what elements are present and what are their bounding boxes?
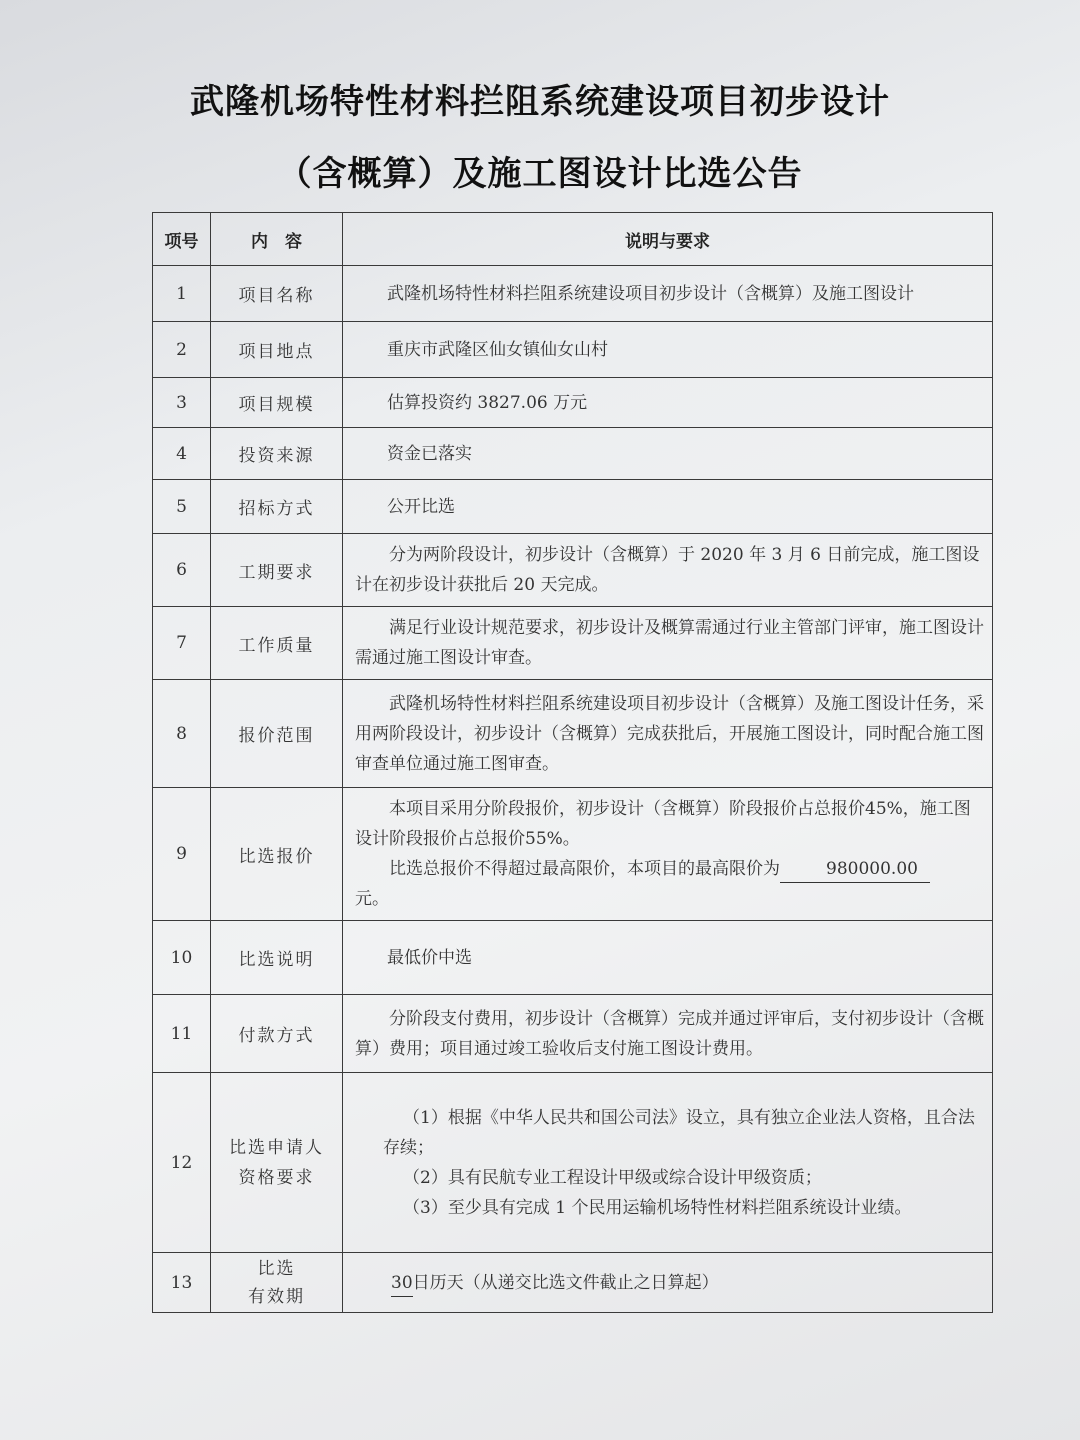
row-item: 工作质量 [211,607,343,680]
row-item: 投资来源 [211,428,343,480]
qualification-2: （2）具有民航专业工程设计甲级或综合设计甲级资质； [403,1167,822,1188]
row-no: 5 [153,480,211,534]
price-split-text: 本项目采用分阶段报价，初步设计（含概算）阶段报价占总报价45%，施工图设计阶段报价占总报价55%。 [355,799,971,849]
title-line-2: （含概算）及施工图设计比选公告 [277,154,803,194]
row-item: 项目名称 [211,266,343,322]
title-line-1: 武隆机场特性材料拦阻系统建设项目初步设计 [190,82,890,122]
table-row [153,480,993,534]
item-line-1: 比选 [257,1258,296,1279]
row-desc [343,1253,993,1313]
table-row [153,428,993,480]
row-no: 7 [153,607,211,680]
row-desc: 武隆机场特性材料拦阻系统建设项目初步设计（含概算）及施工图设计 [343,266,993,322]
table-row [153,1253,993,1313]
notice-table [152,212,993,1313]
row-no: 3 [153,378,211,428]
item-line-2: 资格要求 [238,1167,315,1188]
validity-days: 30 [391,1270,413,1297]
table-row [153,266,993,322]
row-desc: 资金已落实 [343,428,993,480]
table-row [153,921,993,995]
row-no: 11 [153,995,211,1073]
row-no: 9 [153,788,211,921]
qualification-1: （1）根据《中华人民共和国公司法》设立，具有独立企业法人资格，且合法存续； [383,1107,975,1158]
row-no: 1 [153,266,211,322]
row-desc: 公开比选 [343,480,993,534]
row-item: 比选说明 [211,921,343,995]
row-no: 13 [153,1253,211,1313]
limit-value: 980000.00 [780,856,930,883]
header-desc: 说明与要求 [343,213,993,266]
row-desc: 分阶段支付费用，初步设计（含概算）完成并通过评审后，支付初步设计（含概算）费用；项目通过竣工验收后支付施工图设计费用。 [343,995,993,1073]
item-line-1: 比选申请人 [229,1137,324,1158]
table-row [153,607,993,680]
row-no: 12 [153,1073,211,1253]
row-item: 比选报价 [211,788,343,921]
qualification-3: （3）至少具有完成 1 个民用运输机场特性材料拦阻系统设计业绩。 [403,1197,912,1218]
header-item: 内 容 [211,213,343,266]
row-desc: 满足行业设计规范要求，初步设计及概算需通过行业主管部门评审，施工图设计需通过施工图设计审查。 [343,607,993,680]
header-no: 项号 [153,213,211,266]
limit-prefix: 比选总报价不得超过最高限价，本项目的最高限价为 [389,859,780,879]
table-row [153,378,993,428]
row-item: 工期要求 [211,534,343,607]
table-header-row [153,213,993,266]
row-no: 4 [153,428,211,480]
table-row [153,680,993,788]
row-item [211,1253,343,1313]
price-limit-text [355,854,984,884]
row-desc: 最低价中选 [343,921,993,995]
row-item: 招标方式 [211,480,343,534]
row-item: 项目地点 [211,322,343,378]
row-no: 10 [153,921,211,995]
row-desc [343,788,993,921]
table-row [153,1073,993,1253]
validity-text: 日历天（从递交比选文件截止之日算起） [412,1272,719,1293]
table-row [153,995,993,1073]
table-row [153,788,993,921]
row-no: 2 [153,322,211,378]
row-item: 报价范围 [211,680,343,788]
row-no: 8 [153,680,211,788]
table-row [153,322,993,378]
row-desc: 估算投资约 3827.06 万元 [343,378,993,428]
row-item [211,1073,343,1253]
row-desc [343,1073,993,1253]
row-item: 付款方式 [211,995,343,1073]
row-item: 项目规模 [211,378,343,428]
row-desc: 重庆市武隆区仙女镇仙女山村 [343,322,993,378]
item-line-2: 有效期 [248,1286,305,1307]
table-row [153,534,993,607]
limit-suffix: 元。 [355,889,389,909]
row-no: 6 [153,534,211,607]
row-desc: 武隆机场特性材料拦阻系统建设项目初步设计（含概算）及施工图设计任务，采用两阶段设计，初步设计（含概算）完成获批后，开展施工图设计，同时配合施工图审查单位通过施工图审查。 [343,680,993,788]
row-desc: 分为两阶段设计，初步设计（含概算）于 2020 年 3 月 6 日前完成，施工图设计在初步设计获批后 20 天完成。 [343,534,993,607]
